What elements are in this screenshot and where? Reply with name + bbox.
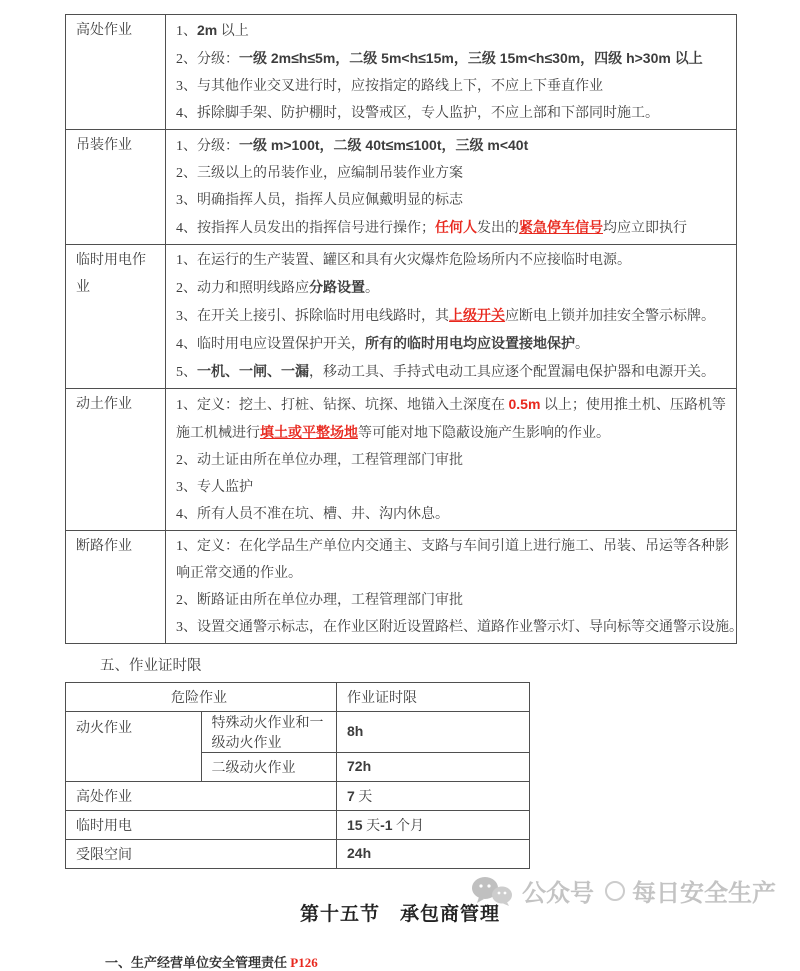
hot-work-special-row	[66, 712, 530, 753]
permit-table-header	[66, 683, 530, 712]
highlighted-text: 紧急停车信号	[519, 219, 603, 235]
highlighted-text: 上级开关	[449, 307, 505, 323]
temporary-electricity-row	[66, 811, 530, 840]
hoisting-row	[66, 130, 737, 245]
road-closure-rules	[166, 531, 743, 644]
text-segment: 2、断路证由所在单位办理，工程管理部门审批	[176, 593, 463, 608]
rule-line	[176, 474, 732, 501]
highlighted-text: 任何人	[435, 219, 477, 235]
column-header-dangerous-work: 危险作业	[66, 683, 337, 712]
work-types-table	[65, 14, 743, 644]
text-segment: 以上	[217, 24, 249, 39]
subsection-heading-text: 一、生产经营单位安全管理责任	[105, 955, 291, 970]
text-segment: 1、	[176, 24, 197, 39]
text-segment: 3、明确指挥人员，指挥人员应佩戴明显的标志	[176, 193, 463, 208]
highlighted-text: -1	[380, 817, 393, 833]
sub-category: 特殊动火作业和一级动火作业	[201, 712, 337, 753]
text-segment: 1、定义：挖土、打桩、钻探、坑探、地锚入土深度在	[176, 398, 509, 413]
subsection-heading	[105, 952, 800, 971]
confined-space-row	[66, 840, 530, 869]
text-segment: 天	[354, 790, 373, 805]
rule-line	[176, 73, 732, 100]
rule-line	[176, 501, 732, 528]
watermark-account-name: 每日安全生产	[632, 880, 776, 907]
rule-line	[176, 358, 732, 386]
text-segment: 2、动土证由所在单位办理，工程管理部门审批	[176, 453, 463, 468]
time-limit-value	[337, 712, 530, 753]
highlighted-text: 一级 2m≤h≤5m，二级 5m<h≤15m，三级 15m<h≤30m，四级 h>30m 以上	[239, 50, 703, 66]
time-limit-value	[337, 811, 530, 840]
text-segment: 以上；使用推土机、压路机等施工机械进行	[176, 398, 726, 441]
highlighted-text: 分路设置	[309, 279, 365, 295]
highlighted-text: 2m	[197, 22, 218, 38]
rule-line	[176, 302, 732, 330]
text-segment: 2、动力和照明线路应	[176, 281, 309, 296]
highlighted-text: 15	[347, 817, 363, 833]
highlighted-text: 24h	[347, 845, 372, 861]
permit-table-body	[66, 712, 530, 869]
text-segment: 个月	[392, 819, 425, 834]
text-segment: 4、拆除脚手架、防护棚时，设警戒区，专人监护，不应上部和下部同时施工。	[176, 106, 659, 121]
earthwork-rules	[166, 389, 737, 531]
sub-category: 二级动火作业	[201, 753, 337, 782]
temporary-electricity-row	[66, 245, 737, 389]
hoisting-rules	[166, 130, 737, 245]
road-closure-label: 断路作业	[66, 531, 166, 644]
rule-line	[176, 247, 732, 274]
work-at-height-label: 高处作业	[66, 15, 166, 130]
category-label: 高处作业	[66, 782, 337, 811]
highlighted-text: 8h	[347, 723, 364, 739]
rule-line	[176, 132, 732, 160]
text-segment: 应断电上锁并加挂安全警示标牌。	[505, 309, 715, 324]
text-segment: 发出的	[477, 221, 519, 236]
text-segment: 1、分级：	[176, 139, 239, 154]
rule-line	[176, 214, 732, 242]
text-segment: 。	[575, 337, 589, 352]
text-segment: 3、与其他作业交叉进行时，应按指定的路线上下，不应上下垂直作业	[176, 79, 603, 94]
work-at-height-row	[66, 15, 737, 130]
text-segment: 。	[365, 281, 379, 296]
permit-time-limit-table	[65, 682, 530, 869]
highlighted-text: 一机、一闸、一漏	[197, 363, 309, 379]
chapter-title: 第十五节 承包商管理	[299, 904, 500, 925]
rule-line	[176, 587, 732, 614]
text-segment: 4、按指挥人员发出的指挥信号进行操作；	[176, 221, 435, 236]
text-segment: 均应立即执行	[603, 221, 687, 236]
time-limit-value	[337, 840, 530, 869]
rule-line	[176, 187, 732, 214]
text-segment: 5、	[176, 365, 197, 380]
road-closure-row	[66, 531, 737, 644]
account-logo-icon	[605, 881, 625, 901]
document-page	[0, 14, 800, 970]
text-segment: 2、分级：	[176, 52, 239, 67]
rule-line	[176, 614, 743, 641]
work-at-height-rules	[166, 15, 737, 130]
page-reference: P126	[290, 955, 318, 970]
text-segment: 3、设置交通警示标志，在作业区附近设置路栏、道路作业警示灯、导向标等交通警示设施。	[176, 620, 743, 635]
text-segment: 4、所有人员不准在坑、槽、井、沟内休息。	[176, 507, 449, 522]
work-at-height-row	[66, 782, 530, 811]
highlighted-text: 0.5m	[508, 396, 541, 412]
rule-line	[176, 274, 732, 302]
temporary-electricity-rules	[166, 245, 737, 389]
highlighted-text: 7	[347, 788, 355, 804]
group-label: 动火作业	[66, 712, 202, 782]
work-types-table-body	[66, 15, 743, 644]
text-segment: 3、专人监护	[176, 480, 253, 495]
highlighted-text: 72h	[347, 758, 372, 774]
temporary-electricity-label: 临时用电作业	[66, 245, 166, 389]
earthwork-label: 动土作业	[66, 389, 166, 531]
permit-table-header-row	[66, 683, 530, 712]
watermark-account-label: 公众号	[522, 880, 594, 907]
rule-line	[176, 45, 732, 73]
highlighted-text: 一级 m>100t，二级 40t≤m≤100t，三级 m<40t	[239, 137, 529, 153]
time-limit-value	[337, 753, 530, 782]
column-header-permit-time-limit: 作业证时限	[337, 683, 530, 712]
text-segment: 1、定义：在化学品生产单位内交通主、支路与车间引道上进行施工、吊装、吊运等各种影响正常交通的作业。	[176, 539, 729, 581]
text-segment: 等可能对地下隐蔽设施产生影响的作业。	[358, 426, 610, 441]
rule-line	[176, 447, 732, 474]
rule-line	[176, 160, 732, 187]
text-segment: 4、临时用电应设置保护开关，	[176, 337, 365, 352]
highlighted-text: 所有的临时用电均应设置接地保护	[365, 335, 575, 351]
category-label: 受限空间	[66, 840, 337, 869]
text-segment: ，移动工具、手持式电动工具应逐个配置漏电保护器和电源开关。	[309, 365, 715, 380]
time-limit-value	[337, 782, 530, 811]
text-segment: 2、三级以上的吊装作业，应编制吊装作业方案	[176, 166, 463, 181]
rule-line	[176, 100, 732, 127]
section-heading-permit-time-limit: 五、作业证时限	[100, 658, 202, 674]
hoisting-label: 吊装作业	[66, 130, 166, 245]
category-label: 临时用电	[66, 811, 337, 840]
text-segment: 3、在开关上接引、拆除临时用电线路时，其	[176, 309, 449, 324]
text-segment: 天	[362, 819, 381, 834]
rule-line	[176, 391, 732, 447]
text-segment: 1、在运行的生产装置、罐区和具有火灾爆炸危险场所内不应接临时电源。	[176, 253, 631, 268]
rule-line	[176, 533, 732, 587]
rule-line	[176, 17, 732, 45]
earthwork-row	[66, 389, 737, 531]
rule-line	[176, 330, 732, 358]
highlighted-text: 填土或平整场地	[260, 424, 358, 440]
